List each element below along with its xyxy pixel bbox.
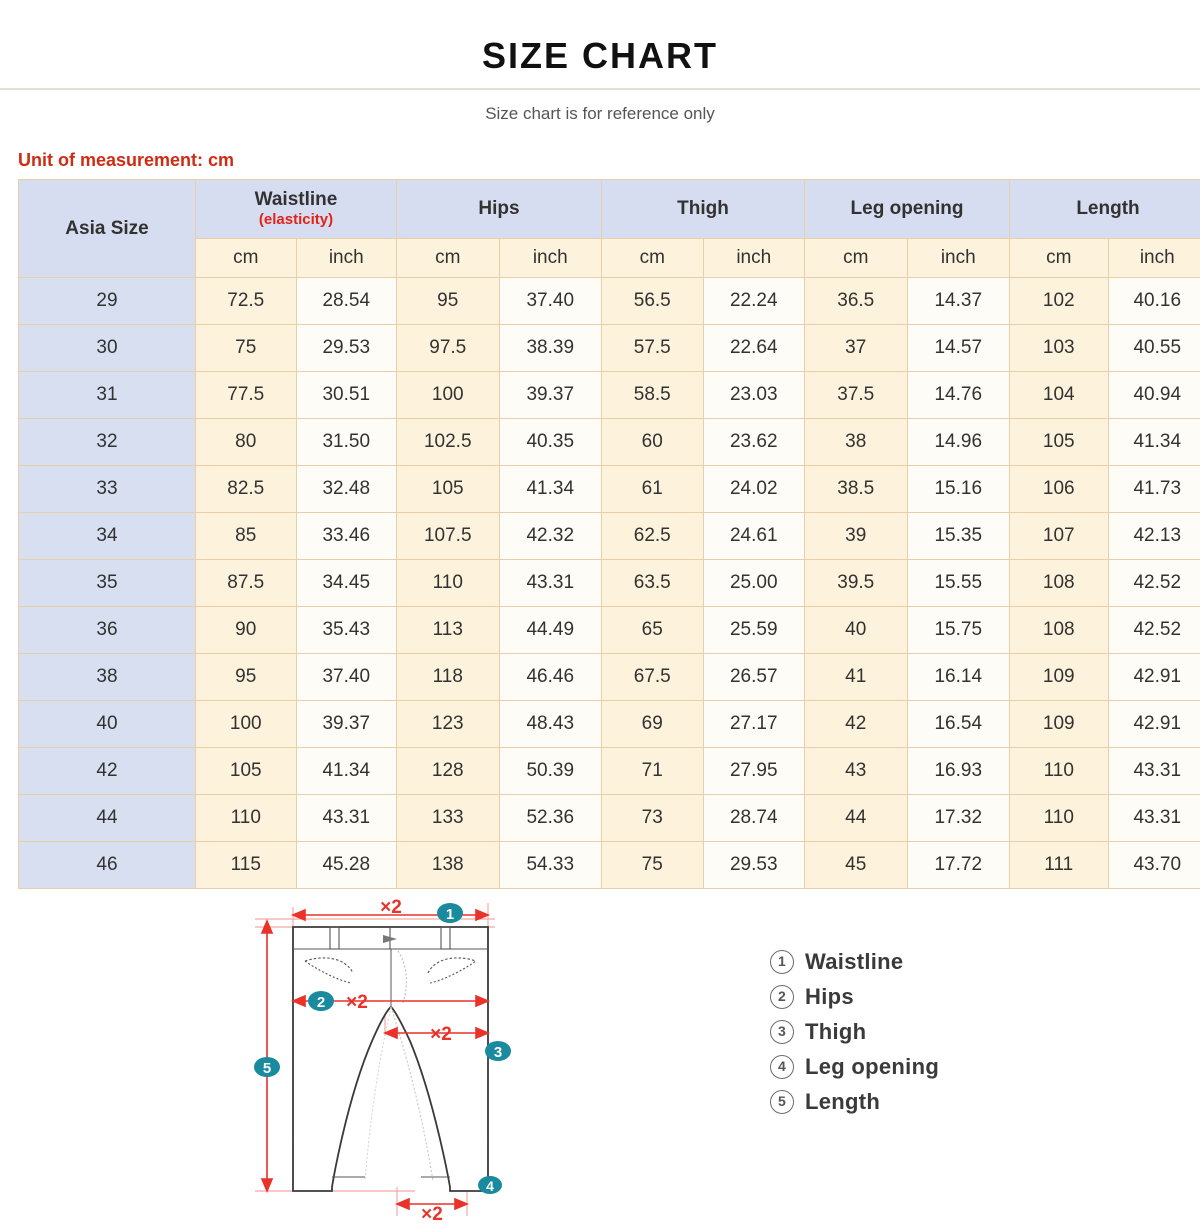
svg-text:3: 3: [494, 1044, 502, 1061]
legend-number-badge: 4: [770, 1055, 794, 1079]
column-header-waistline: [196, 180, 397, 239]
cell-inch-value: 27.17: [703, 701, 805, 748]
cell-asia-size: 31: [19, 372, 196, 419]
thigh-label: Thigh: [677, 198, 729, 219]
cell-inch-value: 44.49: [499, 607, 602, 654]
cell-asia-size: 32: [19, 419, 196, 466]
cell-inch-value: 52.36: [499, 795, 602, 842]
cell-inch-value: 16.14: [907, 654, 1010, 701]
cell-asia-size: 34: [19, 513, 196, 560]
cell-cm-value: 71: [602, 748, 704, 795]
cell-inch-value: 28.54: [296, 278, 397, 325]
unit-header-cell: cm: [602, 239, 704, 278]
cell-cm-value: 56.5: [602, 278, 704, 325]
cell-inch-value: 43.70: [1108, 842, 1200, 889]
hips-label: Hips: [478, 198, 519, 219]
cell-cm-value: 39.5: [805, 560, 908, 607]
leg-opening-label: Leg opening: [851, 198, 964, 219]
cell-inch-value: 23.62: [703, 419, 805, 466]
cell-asia-size: 36: [19, 607, 196, 654]
unit-header-cell: cm: [397, 239, 500, 278]
cell-cm-value: 38: [805, 419, 908, 466]
cell-cm-value: 43: [805, 748, 908, 795]
cell-asia-size: 44: [19, 795, 196, 842]
multiplier-hips: ×2: [346, 992, 368, 1013]
cell-inch-value: 14.37: [907, 278, 1010, 325]
multiplier-thigh: ×2: [430, 1024, 452, 1045]
cell-cm-value: 44: [805, 795, 908, 842]
cell-inch-value: 41.34: [296, 748, 397, 795]
cell-inch-value: 37.40: [499, 278, 602, 325]
bottom-section: [0, 889, 1200, 1229]
cell-inch-value: 14.96: [907, 419, 1010, 466]
legend-number-badge: 5: [770, 1090, 794, 1114]
svg-text:2: 2: [317, 994, 325, 1011]
cell-cm-value: 77.5: [196, 372, 297, 419]
cell-inch-value: 14.76: [907, 372, 1010, 419]
cell-inch-value: 14.57: [907, 325, 1010, 372]
cell-cm-value: 102: [1010, 278, 1109, 325]
multiplier-waistline: ×2: [380, 897, 402, 918]
table-row: [19, 278, 1200, 325]
unit-header-row: [19, 239, 1200, 278]
title-divider: [0, 88, 1200, 90]
table-row: [19, 607, 1200, 654]
cell-inch-value: 22.64: [703, 325, 805, 372]
cell-cm-value: 133: [397, 795, 500, 842]
column-header-leg-opening: [805, 180, 1010, 239]
cell-inch-value: 24.02: [703, 466, 805, 513]
cell-asia-size: 29: [19, 278, 196, 325]
cell-inch-value: 40.16: [1108, 278, 1200, 325]
cell-cm-value: 105: [397, 466, 500, 513]
table-row: [19, 466, 1200, 513]
cell-cm-value: 111: [1010, 842, 1109, 889]
table-row: [19, 325, 1200, 372]
unit-of-measurement-note: Unit of measurement: cm: [18, 150, 1200, 171]
cell-cm-value: 109: [1010, 701, 1109, 748]
legend-label: Leg opening: [805, 1054, 939, 1080]
column-header-asia-size: [19, 180, 196, 278]
column-header-hips: [397, 180, 602, 239]
cell-cm-value: 104: [1010, 372, 1109, 419]
cell-cm-value: 61: [602, 466, 704, 513]
cell-inch-value: 41.34: [1108, 419, 1200, 466]
cell-inch-value: 50.39: [499, 748, 602, 795]
legend-number-badge: 1: [770, 950, 794, 974]
measurement-legend: [770, 949, 939, 1124]
svg-text:4: 4: [486, 1178, 494, 1194]
cell-inch-value: 43.31: [499, 560, 602, 607]
cell-inch-value: 35.43: [296, 607, 397, 654]
cell-inch-value: 26.57: [703, 654, 805, 701]
marker-5-length: [254, 1057, 280, 1077]
cell-cm-value: 82.5: [196, 466, 297, 513]
asia-size-label: Asia Size: [65, 218, 148, 239]
cell-cm-value: 105: [196, 748, 297, 795]
cell-inch-value: 43.31: [296, 795, 397, 842]
table-row: [19, 560, 1200, 607]
cell-inch-value: 29.53: [296, 325, 397, 372]
cell-cm-value: 41: [805, 654, 908, 701]
legend-item: [770, 1089, 939, 1115]
cell-cm-value: 107.5: [397, 513, 500, 560]
cell-inch-value: 16.54: [907, 701, 1010, 748]
cell-cm-value: 38.5: [805, 466, 908, 513]
cell-cm-value: 107: [1010, 513, 1109, 560]
cell-cm-value: 109: [1010, 654, 1109, 701]
cell-inch-value: 42.91: [1108, 701, 1200, 748]
cell-cm-value: 45: [805, 842, 908, 889]
cell-cm-value: 113: [397, 607, 500, 654]
cell-inch-value: 32.48: [296, 466, 397, 513]
cell-inch-value: 43.31: [1108, 795, 1200, 842]
unit-header-cell: cm: [1010, 239, 1109, 278]
cell-cm-value: 110: [196, 795, 297, 842]
cell-inch-value: 43.31: [1108, 748, 1200, 795]
cell-asia-size: 42: [19, 748, 196, 795]
cell-cm-value: 58.5: [602, 372, 704, 419]
cell-cm-value: 90: [196, 607, 297, 654]
page-header: [0, 0, 1200, 171]
cell-inch-value: 48.43: [499, 701, 602, 748]
legend-item: [770, 1019, 939, 1045]
cell-inch-value: 39.37: [296, 701, 397, 748]
cell-inch-value: 46.46: [499, 654, 602, 701]
legend-item: [770, 949, 939, 975]
table-row: [19, 372, 1200, 419]
cell-inch-value: 30.51: [296, 372, 397, 419]
cell-cm-value: 73: [602, 795, 704, 842]
unit-header-cell: inch: [703, 239, 805, 278]
table-row: [19, 513, 1200, 560]
cell-cm-value: 80: [196, 419, 297, 466]
cell-inch-value: 15.35: [907, 513, 1010, 560]
cell-inch-value: 34.45: [296, 560, 397, 607]
marker-2-hips: [308, 991, 334, 1011]
legend-item: [770, 1054, 939, 1080]
cell-inch-value: 16.93: [907, 748, 1010, 795]
cell-cm-value: 69: [602, 701, 704, 748]
cell-cm-value: 72.5: [196, 278, 297, 325]
cell-cm-value: 118: [397, 654, 500, 701]
cell-cm-value: 110: [397, 560, 500, 607]
waistline-label: Waistline: [255, 189, 338, 210]
cell-cm-value: 37: [805, 325, 908, 372]
cell-asia-size: 33: [19, 466, 196, 513]
cell-asia-size: 35: [19, 560, 196, 607]
legend-label: Thigh: [805, 1019, 866, 1045]
cell-cm-value: 85: [196, 513, 297, 560]
cell-inch-value: 39.37: [499, 372, 602, 419]
waistline-elasticity-note: (elasticity): [196, 212, 396, 228]
svg-text:5: 5: [263, 1060, 271, 1077]
cell-inch-value: 42.52: [1108, 607, 1200, 654]
table-row: [19, 842, 1200, 889]
multiplier-leg-opening: ×2: [421, 1204, 443, 1221]
cell-inch-value: 40.94: [1108, 372, 1200, 419]
cell-cm-value: 100: [397, 372, 500, 419]
cell-cm-value: 95: [196, 654, 297, 701]
cell-cm-value: 62.5: [602, 513, 704, 560]
legend-number-badge: 3: [770, 1020, 794, 1044]
cell-inch-value: 40.55: [1108, 325, 1200, 372]
cell-cm-value: 75: [602, 842, 704, 889]
legend-label: Waistline: [805, 949, 903, 975]
cell-cm-value: 40: [805, 607, 908, 654]
unit-header-cell: inch: [1108, 239, 1200, 278]
table-head: [19, 180, 1200, 278]
column-header-thigh: [602, 180, 805, 239]
cell-cm-value: 65: [602, 607, 704, 654]
table-body: [19, 278, 1200, 889]
cell-cm-value: 115: [196, 842, 297, 889]
unit-header-cell: inch: [499, 239, 602, 278]
cell-inch-value: 42.32: [499, 513, 602, 560]
group-header-row: [19, 180, 1200, 239]
cell-cm-value: 128: [397, 748, 500, 795]
legend-number-badge: 2: [770, 985, 794, 1009]
cell-cm-value: 102.5: [397, 419, 500, 466]
marker-3-thigh: [485, 1041, 511, 1061]
marker-1-waistline: [437, 903, 463, 923]
cell-cm-value: 36.5: [805, 278, 908, 325]
cell-inch-value: 15.16: [907, 466, 1010, 513]
size-chart-table: [18, 179, 1200, 889]
length-label: Length: [1076, 198, 1139, 219]
cell-cm-value: 100: [196, 701, 297, 748]
table-row: [19, 654, 1200, 701]
cell-asia-size: 38: [19, 654, 196, 701]
cell-cm-value: 110: [1010, 795, 1109, 842]
legend-item: [770, 984, 939, 1010]
cell-cm-value: 95: [397, 278, 500, 325]
cell-inch-value: 23.03: [703, 372, 805, 419]
cell-inch-value: 25.59: [703, 607, 805, 654]
cell-cm-value: 138: [397, 842, 500, 889]
cell-inch-value: 17.32: [907, 795, 1010, 842]
cell-asia-size: 46: [19, 842, 196, 889]
table-row: [19, 748, 1200, 795]
cell-cm-value: 108: [1010, 560, 1109, 607]
cell-asia-size: 40: [19, 701, 196, 748]
cell-inch-value: 45.28: [296, 842, 397, 889]
cell-cm-value: 103: [1010, 325, 1109, 372]
unit-header-cell: inch: [907, 239, 1010, 278]
cell-inch-value: 42.13: [1108, 513, 1200, 560]
cell-cm-value: 106: [1010, 466, 1109, 513]
table-row: [19, 795, 1200, 842]
cell-cm-value: 108: [1010, 607, 1109, 654]
cell-inch-value: 38.39: [499, 325, 602, 372]
cell-inch-value: 41.34: [499, 466, 602, 513]
cell-inch-value: 15.55: [907, 560, 1010, 607]
cell-inch-value: 41.73: [1108, 466, 1200, 513]
table-row: [19, 419, 1200, 466]
cell-inch-value: 15.75: [907, 607, 1010, 654]
cell-cm-value: 110: [1010, 748, 1109, 795]
cell-inch-value: 29.53: [703, 842, 805, 889]
page-subtitle: Size chart is for reference only: [0, 104, 1200, 124]
legend-label: Hips: [805, 984, 854, 1010]
unit-header-cell: cm: [196, 239, 297, 278]
marker-4-leg-opening: [478, 1176, 502, 1194]
cell-cm-value: 97.5: [397, 325, 500, 372]
cell-cm-value: 105: [1010, 419, 1109, 466]
cell-inch-value: 28.74: [703, 795, 805, 842]
cell-cm-value: 39: [805, 513, 908, 560]
cell-cm-value: 87.5: [196, 560, 297, 607]
cell-cm-value: 67.5: [602, 654, 704, 701]
cell-inch-value: 40.35: [499, 419, 602, 466]
cell-inch-value: 24.61: [703, 513, 805, 560]
cell-cm-value: 37.5: [805, 372, 908, 419]
cell-cm-value: 123: [397, 701, 500, 748]
svg-text:1: 1: [446, 906, 454, 923]
cell-cm-value: 57.5: [602, 325, 704, 372]
legend-label: Length: [805, 1089, 880, 1115]
unit-header-cell: inch: [296, 239, 397, 278]
cell-inch-value: 42.91: [1108, 654, 1200, 701]
cell-cm-value: 60: [602, 419, 704, 466]
cell-cm-value: 42: [805, 701, 908, 748]
cell-inch-value: 37.40: [296, 654, 397, 701]
cell-cm-value: 63.5: [602, 560, 704, 607]
cell-inch-value: 42.52: [1108, 560, 1200, 607]
pants-diagram-svg: [245, 891, 545, 1221]
cell-inch-value: 33.46: [296, 513, 397, 560]
unit-header-cell: cm: [805, 239, 908, 278]
cell-inch-value: 27.95: [703, 748, 805, 795]
page-title: SIZE CHART: [0, 0, 1200, 74]
pants-measurement-diagram: [245, 891, 545, 1226]
cell-cm-value: 75: [196, 325, 297, 372]
column-header-length: [1010, 180, 1200, 239]
cell-inch-value: 17.72: [907, 842, 1010, 889]
cell-asia-size: 30: [19, 325, 196, 372]
cell-inch-value: 54.33: [499, 842, 602, 889]
table-row: [19, 701, 1200, 748]
cell-inch-value: 22.24: [703, 278, 805, 325]
cell-inch-value: 25.00: [703, 560, 805, 607]
cell-inch-value: 31.50: [296, 419, 397, 466]
